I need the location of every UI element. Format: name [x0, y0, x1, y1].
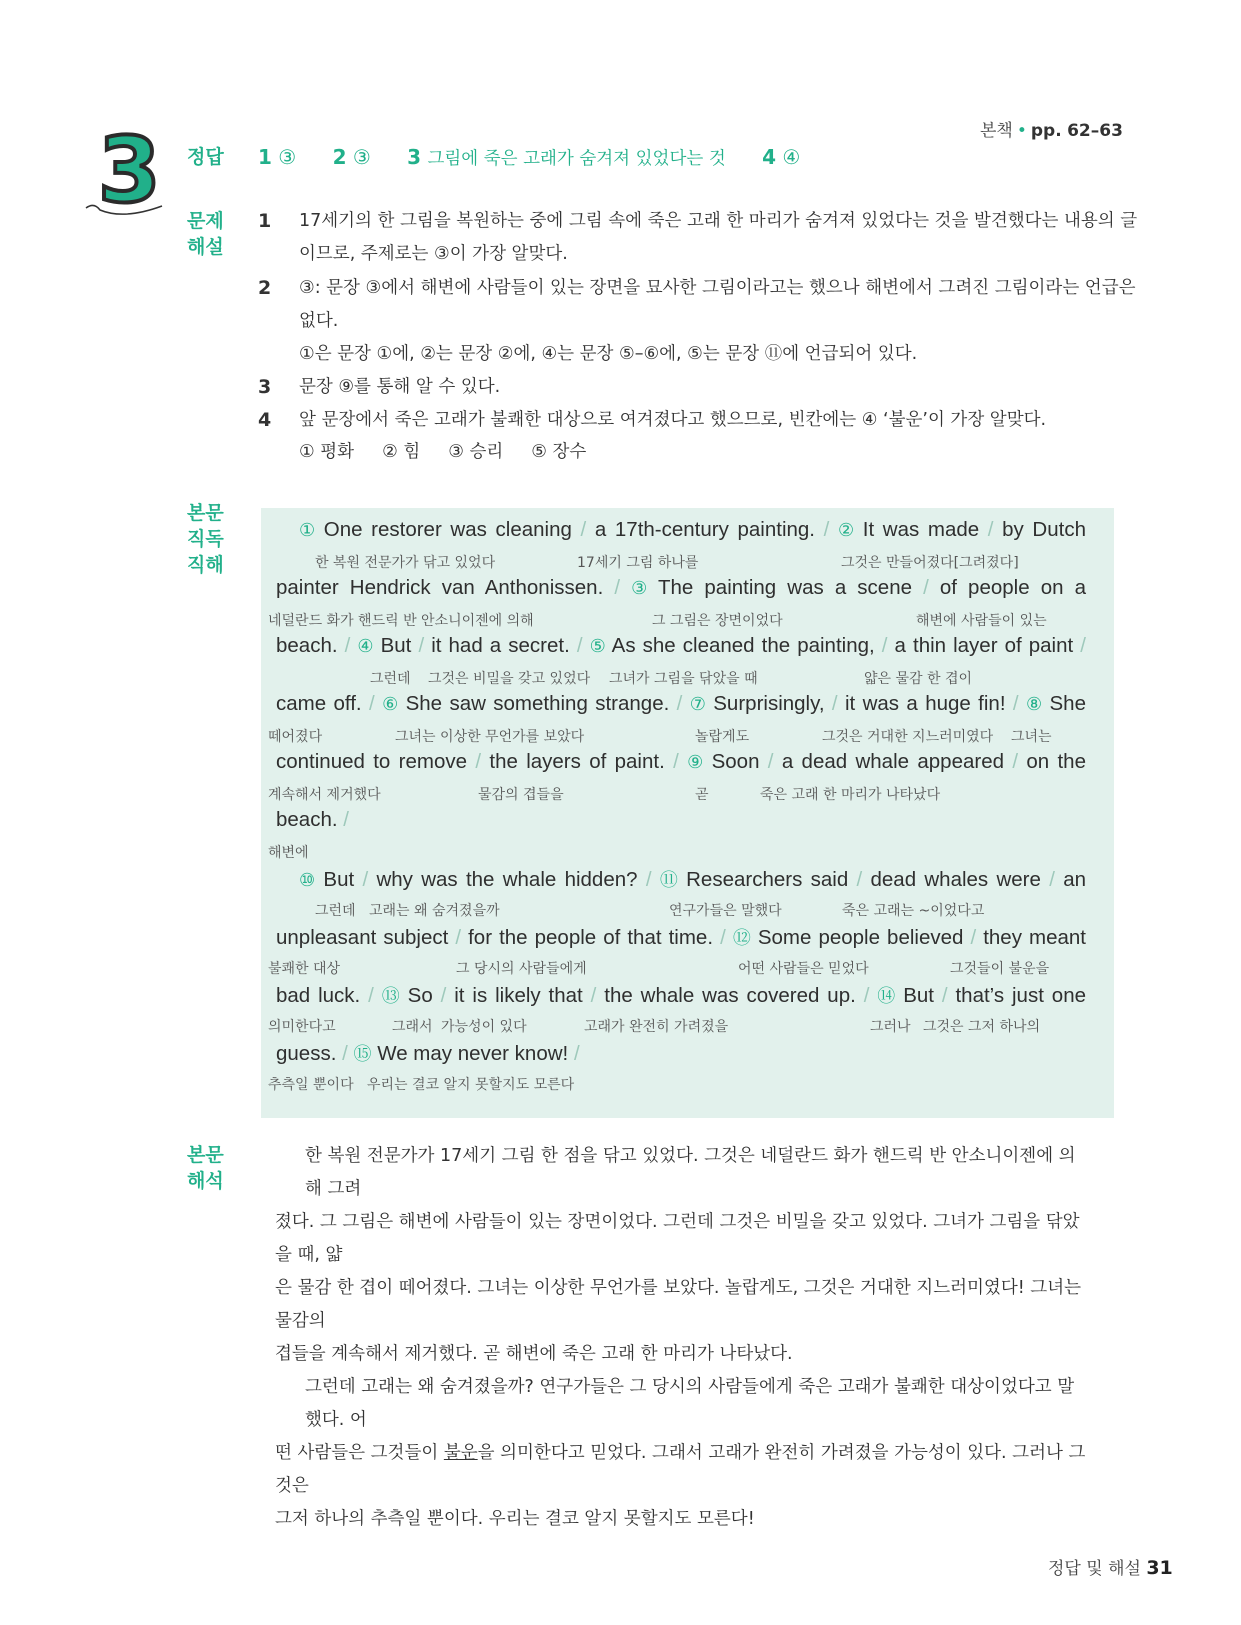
answer-num: 2 [332, 145, 347, 169]
english-fragment: an [1054, 868, 1086, 891]
sentence-number: ⑫ [732, 928, 751, 949]
english-line [276, 982, 1086, 1008]
slash-divider: / [368, 984, 374, 1007]
question-explanation: 문장 ⑨를 통해 알 수 있다. [299, 377, 501, 397]
answer-value: ③ [352, 145, 371, 169]
answer-label: 정답 [187, 146, 224, 168]
korean-gloss: 의미한다고 [268, 1019, 336, 1035]
slash-divider: / [362, 868, 369, 891]
slash-divider: / [369, 692, 375, 715]
label-line: 본문 [187, 1144, 224, 1166]
english-fragment: So [399, 984, 441, 1007]
english-fragment: Soon [703, 750, 768, 773]
sentence-number: ⑦ [689, 694, 706, 715]
slash-divider: / [970, 926, 977, 949]
english-fragment: But [373, 634, 419, 657]
page-reference [980, 116, 1123, 141]
slash-divider: / [576, 634, 583, 657]
korean-gloss: 죽은 고래는 ~이었다고 [842, 903, 985, 919]
korean-gloss: 그것은 비밀을 갖고 있었다 [428, 671, 591, 687]
english-fragment [726, 926, 733, 949]
text-line: 그저 하나의 추측일 뿐이다. 우리는 결코 알지 못할지도 모른다! [275, 1509, 755, 1529]
korean-gloss: 그래서 [392, 1019, 433, 1035]
english-fragment: they meant [976, 926, 1086, 949]
sentence-number: ⑩ [299, 870, 316, 891]
answer-3 [407, 145, 726, 169]
english-fragment: Researchers said [677, 868, 857, 891]
english-fragment: She saw something strange. [398, 692, 677, 715]
answer-list [258, 145, 830, 170]
english-fragment: The painting was a scene [647, 576, 924, 599]
text-line: 졌다. 그 그림은 해변에 사람들이 있는 장면이었다. 그런데 그것은 비밀을 갖고 있었다. 그녀가 그림을 닦았을 때, 얇 [275, 1212, 1080, 1265]
slash-divider: / [475, 750, 482, 773]
book-label: 본책 [980, 121, 1013, 141]
sentence-number: ⑤ [589, 636, 606, 657]
slash-divider: / [881, 634, 888, 657]
korean-gloss: 떼어졌다 [268, 729, 323, 745]
korean-gloss: 한 복원 전문가가 닦고 있었다 [315, 555, 496, 571]
english-line [276, 750, 1086, 774]
english-fragment: bad luck. [276, 984, 369, 1007]
sentence-number: ⑬ [381, 986, 400, 1007]
bullet-icon: • [1016, 121, 1027, 141]
english-line [276, 808, 349, 832]
slash-divider: / [987, 518, 994, 541]
sentence-number: ⑧ [1025, 694, 1043, 715]
underlined-answer: 불운 [443, 1443, 478, 1463]
english-line [276, 634, 1086, 658]
sentence-number: ⑮ [353, 1044, 372, 1065]
korean-gloss: 추측일 뿐이다 [268, 1077, 354, 1093]
slash-divider: / [580, 518, 587, 541]
korean-gloss: 고래가 완전히 가려졌을 [584, 1019, 729, 1035]
korean-gloss: 놀랍게도 [695, 729, 750, 745]
sentence-number: ⑪ [659, 870, 678, 891]
slash-divider: / [923, 576, 929, 599]
slash-divider: / [1080, 634, 1086, 657]
slash-divider: / [614, 576, 621, 599]
choice: ② 힘 [382, 442, 421, 462]
slash-divider: / [645, 868, 652, 891]
slash-divider: / [676, 692, 683, 715]
text-line: 그런데 고래는 왜 숨겨졌을까? 연구가들은 그 당시의 사람들에게 죽은 고래가 불쾌한 대상이었다고 말했다. 어 [305, 1377, 1075, 1430]
slash-divider: / [418, 634, 425, 657]
korean-gloss: 그것은 거대한 지느러미였다 [822, 729, 994, 745]
english-fragment [679, 750, 687, 773]
question-number: 1 [258, 210, 272, 232]
korean-gloss: 그런데 [370, 671, 411, 687]
label-line: 직독 [187, 528, 224, 550]
question-number: 3 [258, 376, 272, 398]
korean-gloss: 그녀는 [1011, 729, 1052, 745]
answer-num: 1 [258, 145, 272, 169]
slash-divider: / [673, 750, 679, 773]
pages-prefix: pp. [1030, 121, 1062, 141]
english-line [299, 866, 1086, 892]
translation-text [275, 1140, 1087, 1536]
english-fragment: continued to remove [276, 750, 476, 773]
reading-label [187, 500, 224, 578]
english-fragment: why was the whale hidden? [368, 868, 646, 891]
answer-num: 3 [407, 145, 422, 169]
korean-gloss: 고래는 왜 숨겨졌을까 [369, 903, 500, 919]
english-fragment: a dead whale appeared [773, 750, 1013, 773]
english-fragment: came off. [276, 692, 369, 715]
label-line: 해석 [187, 1170, 224, 1192]
korean-gloss: 17세기 그림 하나를 [577, 555, 699, 571]
slash-divider: / [720, 926, 726, 949]
korean-gloss: 그것들이 불운을 [950, 961, 1050, 977]
page-number: 31 [1146, 1557, 1173, 1579]
text-line: 없다. [299, 311, 339, 331]
sentence-number: ④ [357, 636, 374, 657]
text-line: 겹들을 계속해서 제거했다. 곧 해변에 죽은 고래 한 마리가 나타났다. [275, 1344, 793, 1364]
english-fragment: a 17th-century painting. [586, 518, 824, 541]
label-line: 본문 [187, 502, 224, 524]
english-fragment: painter Hendrick van Anthonissen. [276, 576, 615, 599]
korean-gloss: 어떤 사람들은 믿었다 [738, 961, 869, 977]
text-line: 이므로, 주제로는 ③이 가장 알맞다. [299, 244, 568, 264]
text-line: ③: 문장 ③에서 해변에 사람들이 있는 장면을 묘사한 그림이라고는 했으나 해변에서 그려진 그림이라는 언급은 [299, 278, 1136, 298]
korean-gloss: 계속해서 제거했다 [268, 787, 381, 803]
choice: ① 평화 [299, 442, 355, 462]
korean-gloss: 곧 [695, 787, 709, 803]
english-fragment: unpleasant subject [276, 926, 456, 949]
english-line [299, 518, 1086, 542]
sentence-number: ⑥ [382, 694, 399, 715]
korean-gloss: 얇은 물감 한 겹이 [864, 671, 973, 687]
korean-gloss: 그 그림은 장면이었다 [652, 613, 783, 629]
english-line [276, 1040, 580, 1066]
korean-gloss: 그녀가 그림을 닦았을 때 [609, 671, 758, 687]
slash-divider: / [573, 1042, 580, 1065]
translation-label [187, 1142, 224, 1194]
label-line: 해설 [187, 236, 224, 258]
choice: ⑤ 장수 [531, 442, 587, 462]
slash-divider: / [767, 750, 774, 773]
english-fragment: of people on a [928, 576, 1086, 599]
sentence-number: ② [837, 520, 855, 541]
english-fragment: Surprisingly, [705, 692, 832, 715]
label-line: 문제 [187, 210, 224, 232]
text-line: 한 복원 전문가가 17세기 그림 한 점을 닦고 있었다. 그것은 네덜란드 화가 핸드릭 반 안소니이젠에 의해 그려 [305, 1146, 1076, 1199]
english-fragment: beach. [276, 808, 344, 831]
korean-gloss: 그런데 [315, 903, 356, 919]
english-fragment [1019, 692, 1026, 715]
label-line: 직해 [187, 554, 224, 576]
footer [1048, 1554, 1173, 1579]
english-fragment: We may never know! [371, 1042, 574, 1065]
sentence-number: ⑨ [687, 752, 704, 773]
english-fragment: It was made [854, 518, 988, 541]
swoosh-decoration-icon [84, 198, 164, 220]
english-fragment: dead whales were [862, 868, 1050, 891]
choice: ③ 승리 [448, 442, 504, 462]
question-number: 4 [258, 409, 272, 431]
korean-gloss: 그러나 [870, 1019, 911, 1035]
english-fragment: As she cleaned the painting, [605, 634, 882, 657]
sentence-number: ③ [631, 578, 648, 599]
answer-value: ③ [278, 145, 297, 169]
korean-gloss: 죽은 고래 한 마리가 나타났다 [760, 787, 941, 803]
english-fragment [620, 576, 631, 599]
text-line: 17세기의 한 그림을 복원하는 중에 그림 속에 죽은 고래 한 마리가 숨겨져 있었다는 것을 발견했다는 내용의 글 [299, 211, 1138, 231]
english-fragment: a thin layer of paint [887, 634, 1081, 657]
unit-number: 3 [98, 118, 161, 223]
english-fragment [375, 692, 382, 715]
text-line: ①은 문장 ①에, ②는 문장 ②에, ④는 문장 ⑤–⑥에, ⑤는 문장 ⑪에 언급되어 있다. [299, 344, 918, 364]
korean-gloss: 가능성이 있다 [441, 1019, 527, 1035]
korean-gloss: 해변에 사람들이 있는 [916, 613, 1047, 629]
slash-divider: / [343, 808, 349, 831]
answer-2 [333, 145, 371, 169]
english-fragment: beach. [276, 634, 345, 657]
footer-label: 정답 및 해설 [1048, 1559, 1141, 1579]
question-explanation [299, 272, 1136, 371]
english-fragment: on the [1018, 750, 1086, 773]
choice-list [299, 436, 586, 469]
english-line [276, 576, 1086, 600]
korean-gloss: 그것은 만들어졌다[그려졌다] [841, 555, 1019, 571]
english-fragment: One restorer was cleaning [315, 518, 581, 541]
explanation-label [187, 208, 224, 260]
english-fragment: for the people of that time. [461, 926, 721, 949]
text-fragment: 떤 사람들은 그것들이 [275, 1443, 444, 1463]
text-line: 은 물감 한 겹이 떼어졌다. 그녀는 이상한 무언가를 보았다. 놀랍게도, 그것은 거대한 지느러미였다! 그녀는 물감의 [275, 1278, 1082, 1331]
english-fragment [829, 518, 838, 541]
english-fragment: guess. [276, 1042, 343, 1065]
english-fragment: by Dutch [993, 518, 1086, 541]
slash-divider: / [1012, 750, 1019, 773]
question-number: 2 [258, 277, 272, 299]
sentence-number: ⑭ [877, 986, 896, 1007]
korean-gloss: 그녀는 이상한 무언가를 보았다 [395, 729, 585, 745]
answer-num: 4 [762, 145, 777, 169]
slash-divider: / [1049, 868, 1055, 891]
english-line [276, 692, 1086, 716]
slash-divider: / [1012, 692, 1019, 715]
english-fragment: it is likely that [446, 984, 591, 1007]
answer-value: ④ [782, 145, 801, 169]
slash-divider: / [831, 692, 838, 715]
slash-divider: / [863, 984, 870, 1007]
slash-divider: / [342, 1042, 348, 1065]
pages-range: 62–63 [1067, 121, 1123, 141]
korean-gloss: 해변에 [268, 845, 309, 861]
slash-divider: / [344, 634, 351, 657]
korean-gloss: 네덜란드 화가 핸드릭 반 안소니이젠에 의해 [268, 613, 534, 629]
korean-gloss: 연구가들은 말했다 [669, 903, 782, 919]
english-fragment: Some people believed [750, 926, 971, 949]
text-fragment: 을 의미한다고 믿었다. 그래서 고래가 완전히 가려졌을 가능성이 있다. 그러나 그것은 [275, 1443, 1086, 1496]
english-fragment [682, 692, 689, 715]
english-line [276, 924, 1086, 950]
text-line [275, 1437, 1087, 1503]
korean-gloss: 그 당시의 사람들에게 [456, 961, 587, 977]
english-fragment: it was a huge fin! [837, 692, 1013, 715]
slash-divider: / [823, 518, 830, 541]
question-explanation [299, 205, 1137, 271]
slash-divider: / [455, 926, 462, 949]
english-fragment: She [1042, 692, 1086, 715]
answer-4 [762, 145, 800, 169]
english-fragment: But [315, 868, 363, 891]
english-fragment [583, 634, 590, 657]
english-fragment: the whale was covered up. [596, 984, 864, 1007]
korean-gloss: 물감의 겹들을 [478, 787, 564, 803]
slash-divider: / [440, 984, 447, 1007]
english-fragment: it had a secret. [424, 634, 577, 657]
korean-gloss: 불쾌한 대상 [268, 961, 341, 977]
slash-divider: / [590, 984, 597, 1007]
answer-1 [258, 145, 296, 169]
answer-value: 그림에 죽은 고래가 숨겨져 있었다는 것 [427, 149, 726, 169]
korean-gloss: 그것은 그저 하나의 [923, 1019, 1041, 1035]
english-fragment: But [895, 984, 942, 1007]
english-fragment: the layers of paint. [481, 750, 674, 773]
english-fragment [374, 984, 382, 1007]
english-fragment [652, 868, 660, 891]
korean-gloss: 우리는 결코 알지 못할지도 모른다 [367, 1077, 575, 1093]
english-fragment: that’s just one [947, 984, 1087, 1007]
sentence-number: ① [299, 520, 316, 541]
slash-divider: / [856, 868, 863, 891]
question-explanation: 앞 문장에서 죽은 고래가 불쾌한 대상으로 여겨졌다고 했으므로, 빈칸에는 ④ ‘불운’이 가장 알맞다. [299, 410, 1047, 430]
slash-divider: / [941, 984, 948, 1007]
